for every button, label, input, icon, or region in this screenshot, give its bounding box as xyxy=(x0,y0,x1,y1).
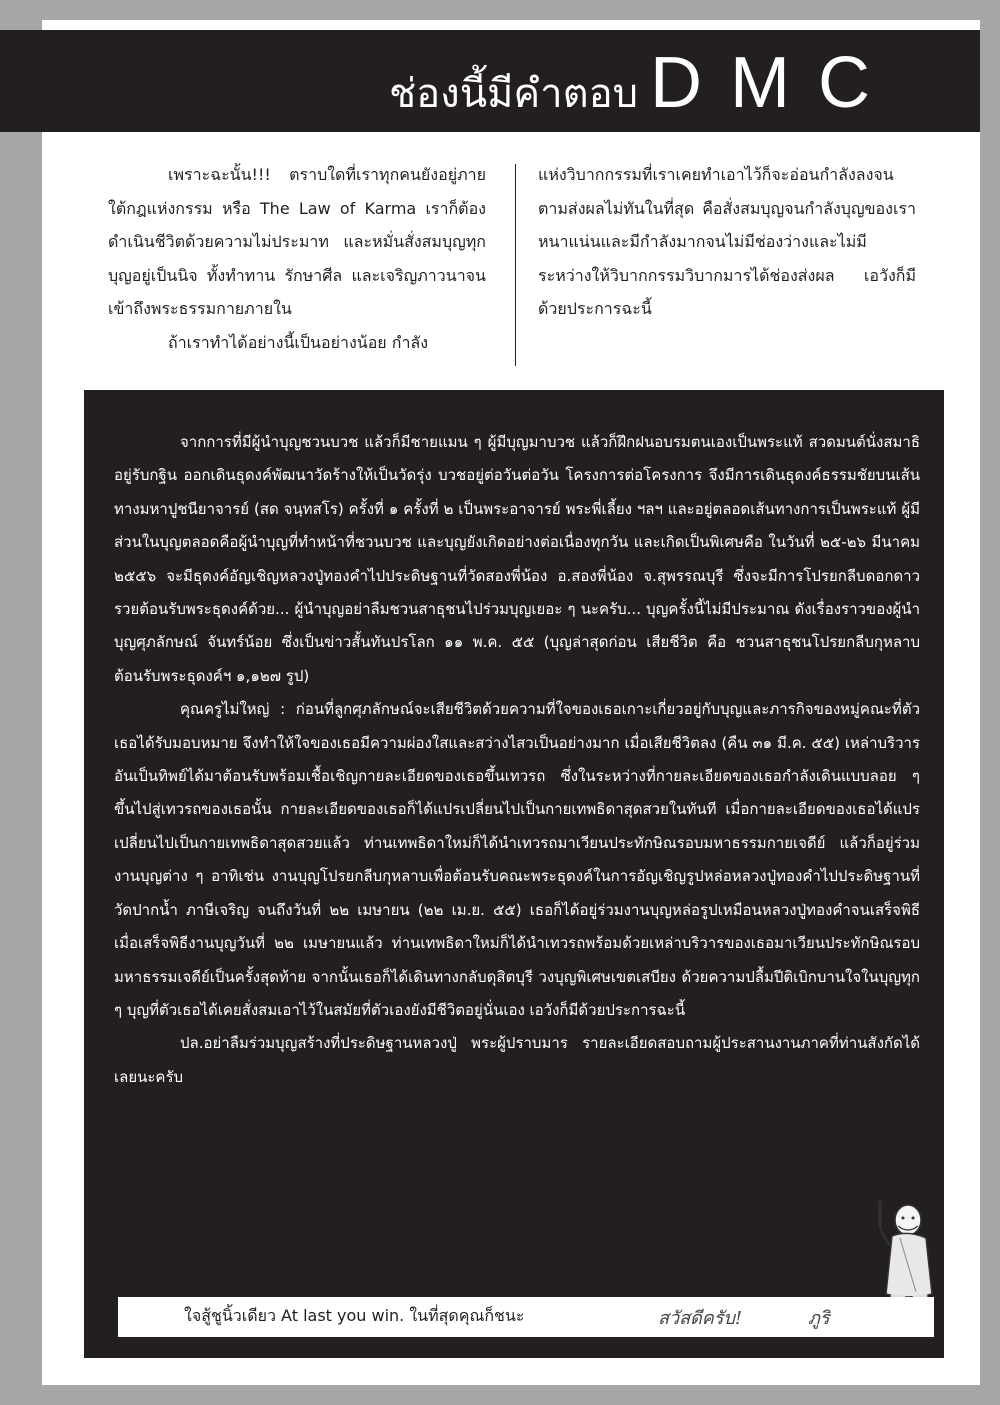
header-title-group xyxy=(389,43,898,123)
header-title: ช่องนี้มีคำตอบ xyxy=(389,71,639,117)
story-paragraph-3: ปล.อย่าลืมร่วมบุญสร้างที่ประดิษฐานหลวงปู่ พระผู้ปราบมาร รายละเอียดสอบถามผู้ประสานงานภาคที่ท่านสังกัดได้เลยนะครับ xyxy=(114,1034,920,1086)
signature-name: ภูริ xyxy=(808,1308,830,1329)
column-divider xyxy=(515,164,516,366)
intro-left-paragraph-1: เพราะฉะนั้น!!! ตราบใดที่เราทุกคนยังอยู่ภายใต้กฎแห่งกรรม หรือ The Law of Karma เราก็ต้องดำเนินชีวิตด้วยความไม่ประมาท และหมั่นสั่งสมบุญทุกบุญอยู่เป็นนิจ ทั้งทำทาน รักษาศีล และเจริญภาวนาจนเข้าถึงพระธรรมกายภายใน xyxy=(108,165,486,318)
slogan-banner xyxy=(118,1297,934,1337)
header-brand: DMC xyxy=(650,43,898,123)
slogan-text: ใจสู้ชูนิ้วเดียว At last you win. ในที่สุดคุณก็ชนะ xyxy=(184,1306,525,1325)
story-paragraph-1: จากการที่มีผู้นำบุญชวนบวช แล้วก็มีชายแมน ๆ ผู้มีบุญมาบวช แล้วก็ฝึกฝนอบรมตนเองเป็นพระแท้ สวดมนต์นั่งสมาธิ อยู่รับกฐิน ออกเดินธุดงค์พัฒนาวัดร้างให้เป็นวัดรุ่ง บวชอยู่ต่อวันต่อวัน โครงการต่อโครงการ จึงมีการเดินธุดงค์ธรรมชัยบนเส้นทางมหาปูชนียาจารย์ (สด จนฺทสโร) ครั้งที่ ๑ ครั้งที่ ๒ เป็นพระอาจารย์ พระพี่เลี้ยง ฯลฯ และอยู่ตลอดเส้นทางการเป็นพระแท้ ผู้มีส่วนในบุญตลอดคือผู้นำบุญที่ทำหน้าที่ชวนบวช และบุญยังเกิดอย่างต่อเนื่องทุกวัน และเกิดเป็นพิเศษคือ ในวันที่ ๒๕-๒๖ มีนาคม ๒๕๕๖ จะมีธุดงค์อัญเชิญหลวงปู่ทองคำไปประดิษฐานที่วัดสองพี่น้อง อ.สองพี่น้อง จ.สุพรรณบุรี ซึ่งจะมีการโปรยกลีบดอกดาวรวยต้อนรับพระธุดงค์ด้วย... ผู้นำบุญอย่าลืมชวนสาธุชนไปร่วมบุญเยอะ ๆ นะครับ... บุญครั้งนี้ไม่มีประมาณ ดังเรื่องราวของผู้นำบุญศุภลักษณ์ จันทร์น้อย ซึ่งเป็นข่าวสั้นทันปรโลก ๑๑ พ.ค. ๕๕ (บุญล่าสุดก่อน เสียชีวิต คือ ชวนสาธุชนโปรยกลีบกุหลาบต้อนรับพระธุดงค์ฯ ๑,๑๒๗ รูป) xyxy=(114,433,920,685)
intro-left-column xyxy=(108,158,486,359)
header-bar xyxy=(0,30,980,132)
signature-greeting: สวัสดีครับ! xyxy=(658,1308,743,1329)
intro-right-column xyxy=(538,158,916,326)
intro-left-paragraph-2: ถ้าเราทำได้อย่างนี้เป็นอย่างน้อย กำลัง xyxy=(168,332,429,352)
story-paragraph-2: คุณครูไม่ใหญ่ : ก่อนที่ลูกศุภลักษณ์จะเสียชีวิตด้วยความที่ใจของเธอเกาะเกี่ยวอยู่กับบุญและภารกิจของหมู่คณะที่ตัวเธอได้รับมอบหมาย จึงทำให้ใจของเธอมีความผ่องใสและสว่างไสวเป็นอย่างมาก เมื่อเสียชีวิตลง (คืน ๓๑ มี.ค. ๕๕) เหล่าบริวารอันเป็นทิพย์ได้มาต้อนรับพร้อมเชื้อเชิญกายละเอียดของเธอขึ้นเทวรถ ซึ่งในระหว่างที่กายละเอียดของเธอกำลังเดินแบบลอย ๆ ขึ้นไปสู่เทวรถของเธอนั้น กายละเอียดของเธอก็ได้แปรเปลี่ยนไปเป็นกายเทพธิดาสุดสวยในทันที เมื่อกายละเอียดของเธอได้แปรเปลี่ยนไปเป็นกายเทพธิดาสุดสวยแล้ว ท่านเทพธิดาใหม่ก็ได้นำเทวรถมาเวียนประทักษิณรอบมหาธรรมกายเจดีย์ แล้วก็อยู่ร่วมงานบุญต่าง ๆ อาทิเช่น งานบุญโปรยกลีบกุหลาบเพื่อต้อนรับคณะพระธุดงค์ในการอัญเชิญรูปหล่อหลวงปู่ทองคำไปประดิษฐานที่วัดปากน้ำ ภาษีเจริญ จนถึงวันที่ ๒๒ เมษายน (๒๒ เม.ย. ๕๕) เธอก็ได้อยู่ร่วมงานบุญหล่อรูปเหมือนหลวงปู่ทองคำจนเสร็จพิธี เมื่อเสร็จพิธีงานบุญวันที่ ๒๒ เมษายนแล้ว ท่านเทพธิดาใหม่ก็ได้นำเทวรถพร้อมด้วยเหล่าบริวารของเธอมาเวียนประทักษิณรอบมหาธรรมเจดีย์เป็นครั้งสุดท้าย จากนั้นเธอก็ได้เดินทางกลับดุสิตบุรี วงบุญพิเศษเขตเสบียง ด้วยความปลื้มปีติเบิกบานใจในบุญทุก ๆ บุญที่ตัวเธอได้เคยสั่งสมเอาไว้ในสมัยที่ตัวเองยังมีชีวิตอยู่นั่นเอง เอวังก็มีด้วยประการฉะนี้ xyxy=(114,700,920,1019)
story-text xyxy=(114,426,920,1094)
intro-right-paragraph: แห่งวิบากกรรมที่เราเคยทำเอาไว้ก็จะอ่อนกำลังลงจนตามส่งผลไม่ทันในที่สุด คือสั่งสมบุญจนกำลังบุญของเราหนาแน่นและมีกำลังมากจนไม่มีช่องว่างและไม่มีระหว่างให้วิบากกรรมวิบากมารได้ช่องส่งผล เอวังก็มีด้วยประการฉะนี้ xyxy=(538,165,916,318)
